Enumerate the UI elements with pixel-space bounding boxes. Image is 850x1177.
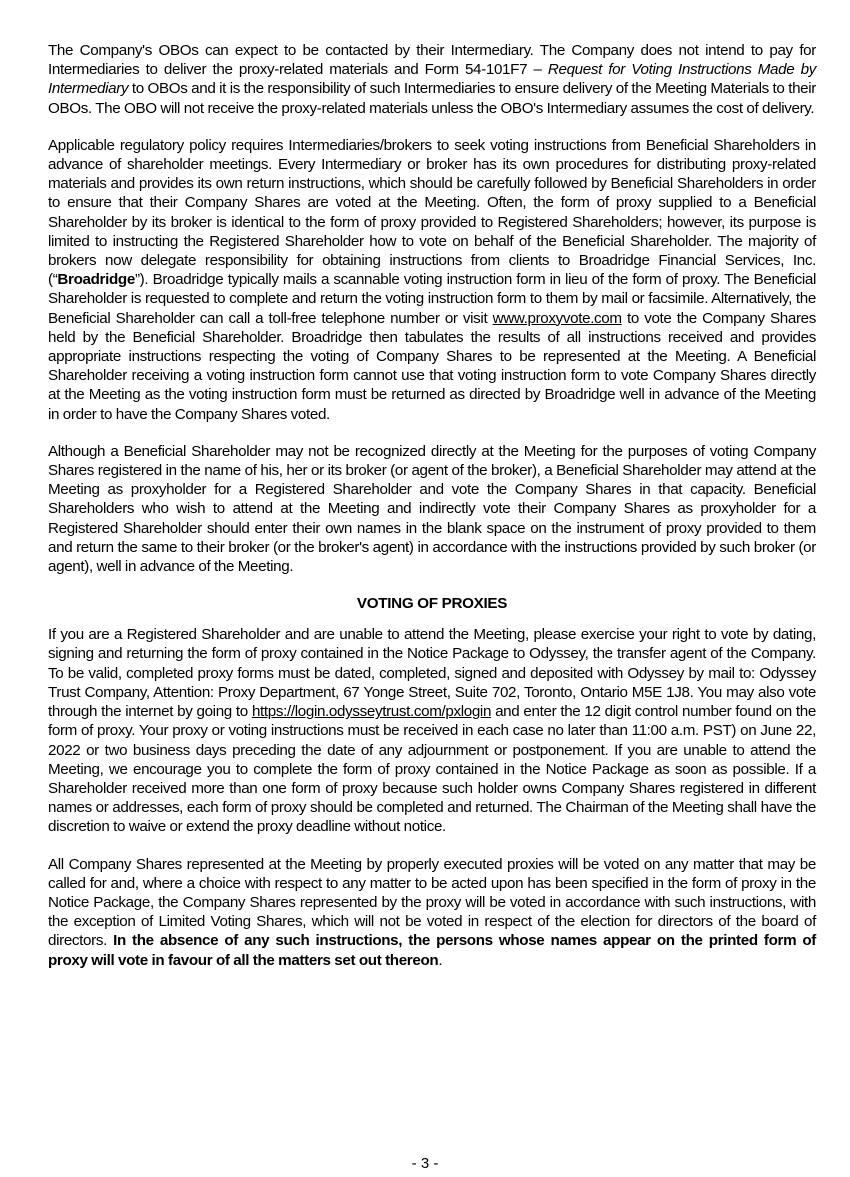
odyssey-login-link[interactable]: https://login.odysseytrust.com/pxlogin [251, 703, 492, 721]
text: to OBOs and it is the responsibility of such Intermediaries to ensure delivery of the Meeting Materials to their OBOs. The OBO will not receive the proxy-related materials unless the OBO's Intermediary assumes the cost of delivery. [48, 80, 816, 117]
paragraph-registered-voting [48, 625, 816, 836]
paragraph-beneficial-attendance [48, 442, 816, 576]
text: to vote the Company Shares held by the Beneficial Shareholder. Broadridge then tabulates the results of all instructions received and provides appropriate instructions respecting the voting of Company Shares to be represented at the Meeting. A Beneficial Shareholder receiving a voting instruction form cannot use that voting instruction form to vote Company Shares directly at the Meeting as the voting instruction form must be returned as directed by Broadridge well in advance of the Meeting in order to have the Company Shares voted. [48, 309, 816, 423]
paragraph-obo-intermediary [48, 41, 816, 118]
text: Applicable regulatory policy requires Intermediaries/brokers to seek voting instructions from Beneficial Shareholders in advance of shareholder meetings. Every Intermediary or broker has its own procedures for distributing proxy-related materials and provides its own return instructions, which should be carefully followed by Beneficial Shareholders in order to ensure that their Company Shares are voted at the Meeting. Often, the form of proxy supplied to a Beneficial Shareholder by its broker is identical to the form of proxy provided to Registered Shareholders; however, its purpose is limited to instructing the Registered Shareholder how to vote on behalf of the Beneficial Shareholder. The majority of brokers now delegate responsibility for obtaining instructions from clients to Broadridge Financial Services, Inc. (“ [48, 136, 816, 289]
paragraph-proxy-voting-default [48, 855, 816, 970]
bold-statement: In the absence of any such instructions, the persons whose names appear on the printed form of proxy will vote in favour of all the matters set out thereon [48, 932, 816, 969]
text: . [438, 951, 443, 969]
document-page [48, 41, 816, 988]
text: and enter the 12 digit control number found on the form of proxy. Your proxy or voting instructions must be received in each case no later than 11:00 a.m. PST) on June 22, 2022 or two business days preceding the date of any adjournment or postponement. If you are unable to attend the Meeting, we encourage you to complete the form of proxy contained in the Notice Package as soon as possible. If a Shareholder received more than one form of proxy because such holder owns Company Shares registered in different names or addresses, each form of proxy should be completed and returned. The Chairman of the Meeting shall have the discretion to waive or extend the proxy deadline without notice. [48, 703, 816, 836]
text: Although a Beneficial Shareholder may not be recognized directly at the Meeting for the purposes of voting Company Shares registered in the name of his, her or its broker (or agent of the broker), a Beneficial Shareholder may attend at the Meeting as proxyholder for a Registered Shareholder and vote the Company Shares in that capacity. Beneficial Shareholders who wish to attend at the Meeting and indirectly vote their Company Shares as proxyholder for a Registered Shareholder should enter their own names in the blank space on the instrument of proxy provided to them and return the same to their broker (or the broker's agent) in accordance with the instructions provided by such broker (or agent), well in advance of the Meeting. [48, 442, 816, 576]
defined-term-broadridge: Broadridge [57, 271, 135, 289]
section-heading-voting-of-proxies: VOTING OF PROXIES [356, 595, 508, 613]
text: ”). Broadridge typically mails a scannable voting instruction form in lieu of the form of proxy. The Beneficial Shareholder is requested to complete and return the voting instruction form to them by mail or facsimile. Alternatively, the Beneficial Shareholder can call a toll-free telephone number or visit [48, 271, 816, 327]
text: All Company Shares represented at the Meeting by properly executed proxies will be voted on any matter that may be called for and, where a choice with respect to any matter to be acted upon has been specified in the form of proxy in the Notice Package, the Company Shares represented by the proxy will be voted in accordance with such instructions, with the exception of Limited Voting Shares, which will not be voted in respect of the election for directors of the board of directors. [48, 855, 816, 950]
text: If you are a Registered Shareholder and are unable to attend the Meeting, please exercise your right to vote by dating, signing and returning the form of proxy contained in the Notice Package to Odyssey, the transfer agent of the Company. To be valid, completed proxy forms must be dated, completed, signed and deposited with Odyssey by mail to: Odyssey Trust Company, Attention: Proxy Department, 67 Yonge Street, Suite 702, Toronto, Ontario M5E 1J8. You may also vote through the internet by going to [48, 626, 816, 721]
proxyvote-link[interactable]: www.proxyvote.com [492, 309, 622, 327]
paragraph-regulatory-policy [48, 136, 816, 424]
text: The Company's OBOs can expect to be contacted by their Intermediary. The Company does not intend to pay for Intermediaries to deliver the proxy-related materials and Form 54-101F7 – [48, 42, 816, 79]
form-title-italic: Request for Voting Instructions Made by Intermediary [48, 61, 816, 98]
page-number: - 3 - [411, 1155, 439, 1172]
